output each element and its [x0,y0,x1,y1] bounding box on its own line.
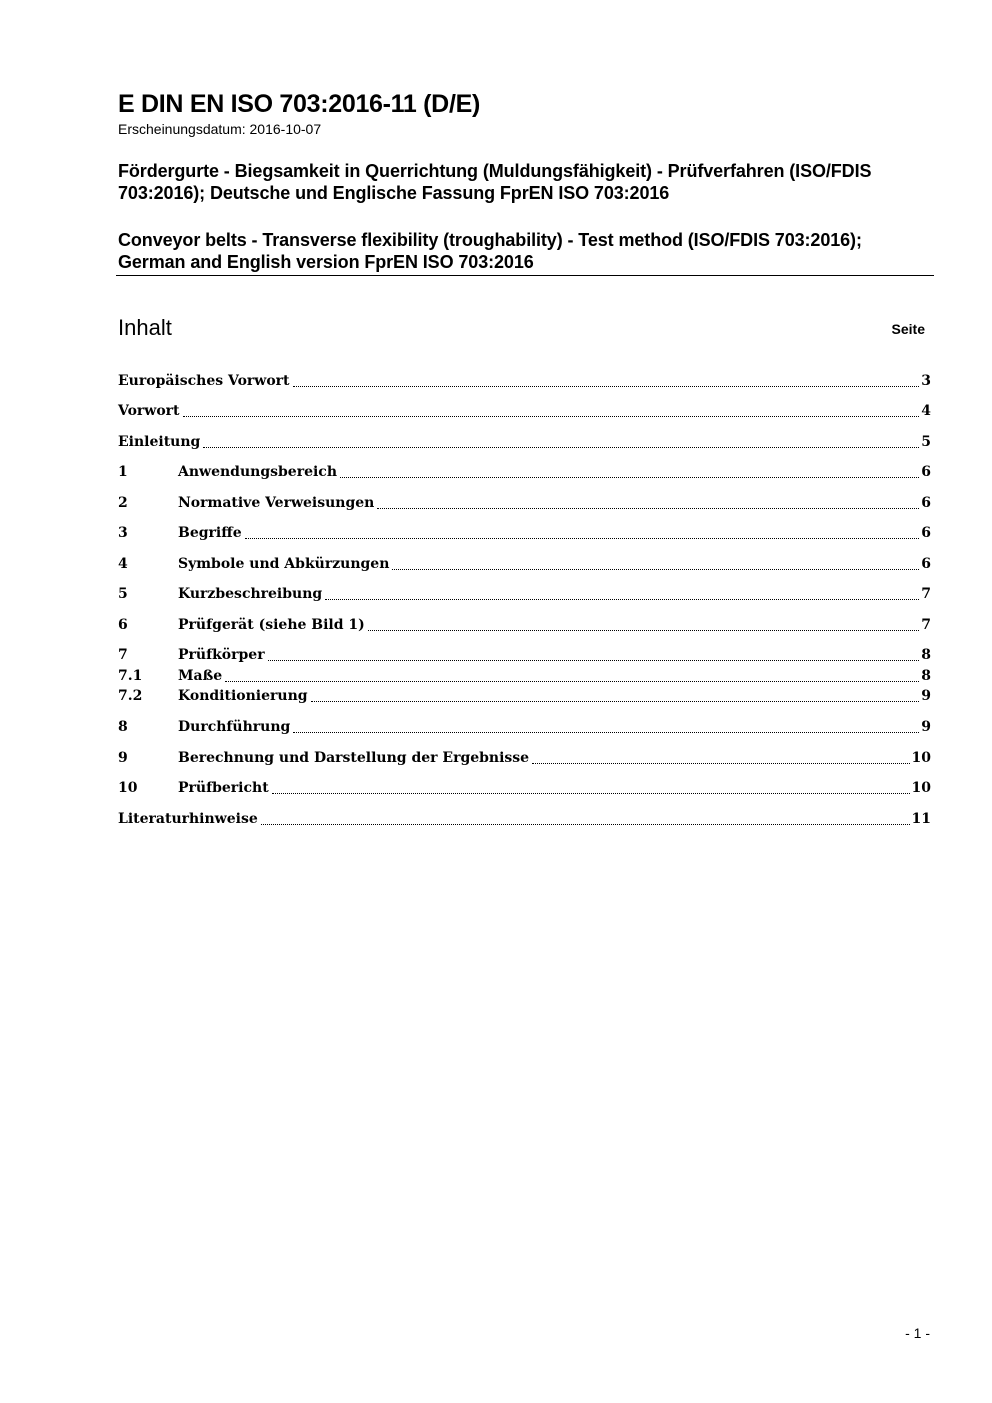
title-german: Fördergurte - Biegsamkeit in Querrichtung (Muldungsfähigkeit) - Prüfverfahren (ISO/FDIS 703:2016); Deutsche und Englische Fassung FprEN ISO 703:2016 [118,161,872,203]
toc-entry-title: Prüfbericht [178,780,269,796]
toc-heading: Inhalt [118,315,172,340]
toc-entry[interactable] [118,432,931,452]
toc-entry[interactable] [118,462,931,482]
toc-entry[interactable] [118,615,931,635]
toc-entry[interactable] [118,748,931,768]
toc-entry-page: 6 [921,556,931,572]
toc-entry-page: 9 [921,719,931,735]
toc-leader-dots [293,731,919,733]
toc-entry-number: 7.1 [118,668,143,684]
toc-leader-dots [368,629,919,631]
toc-entry-number: 4 [118,556,128,572]
toc-entry[interactable] [118,493,931,513]
toc-entry[interactable] [118,523,931,543]
toc-leader-dots [293,385,920,387]
toc-entry-title: Einleitung [118,434,201,450]
toc-leader-dots [203,446,919,448]
toc-entry-page: 3 [921,373,931,389]
toc-entry-title: Maße [178,668,223,684]
toc-entry-page: 5 [921,434,931,450]
toc-entry-number: 2 [118,495,128,511]
toc-entry-page: 6 [921,464,931,480]
toc-leader-dots [377,507,919,509]
toc-entry-page: 10 [911,750,931,766]
toc-entry-title: Prüfkörper [178,647,265,663]
toc-entry-title: Durchführung [178,719,291,735]
toc-page-column-label: Seite [891,321,925,337]
toc-entry-title: Anwendungsbereich [178,464,337,480]
toc-entry-title: Berechnung und Darstellung der Ergebnisse [178,750,530,766]
toc-entry-page: 8 [921,647,931,663]
toc-leader-dots [261,823,910,825]
toc-entry-number: 9 [118,750,128,766]
publication-date: Erscheinungsdatum: 2016-10-07 [118,121,322,137]
toc-entry[interactable] [118,809,931,829]
toc-entry-page: 4 [921,403,931,419]
toc-leader-dots [272,792,910,794]
toc-entry-number: 6 [118,617,128,633]
toc-entry-title: Europäisches Vorwort [118,373,290,389]
toc-leader-dots [392,568,919,570]
toc-entry[interactable] [118,717,931,737]
toc-entry-number: 7 [118,647,128,663]
toc-entry-number: 5 [118,586,128,602]
toc-leader-dots [532,762,909,764]
toc-entry-title: Prüfgerät (siehe Bild 1) [178,617,365,633]
toc-entry[interactable] [118,686,931,706]
toc-leader-dots [340,476,919,478]
toc-entry-page: 7 [921,586,931,602]
toc-entry[interactable] [118,401,931,421]
toc-entry-title: Literaturhinweise [118,811,258,827]
toc-entry-page: 6 [921,495,931,511]
toc-entry-title: Normative Verweisungen [178,495,375,511]
toc-entry-page: 6 [921,525,931,541]
toc-entry[interactable] [118,645,931,665]
toc-leader-dots [183,415,920,417]
toc-leader-dots [268,659,920,661]
toc-entry-title: Konditionierung [178,688,308,704]
toc-entry-page: 11 [911,811,931,827]
toc-leader-dots [311,700,920,702]
toc-entry-page: 9 [921,688,931,704]
toc-entry[interactable] [118,666,931,686]
toc-leader-dots [325,598,919,600]
toc-entry-page: 7 [921,617,931,633]
toc-leader-dots [245,537,920,539]
toc-entry-page: 8 [921,668,931,684]
toc-entry-title: Symbole und Abkürzungen [178,556,390,572]
toc-entry-page: 10 [911,780,931,796]
toc-entry-number: 7.2 [118,688,143,704]
title-english: Conveyor belts - Transverse flexibility (troughability) - Test method (ISO/FDIS 703:2016); German and English version FprEN ISO 703:2016 [118,230,862,272]
toc-entry-number: 8 [118,719,128,735]
toc-entry[interactable] [118,554,931,574]
toc-entry-title: Kurzbeschreibung [178,586,323,602]
toc-entry-title: Vorwort [118,403,180,419]
toc-entry-number: 1 [118,464,128,480]
document-id: E DIN EN ISO 703:2016-11 (D/E) [118,90,480,118]
header-divider [116,275,934,276]
toc-entry-number: 3 [118,525,128,541]
page-number: - 1 - [905,1325,930,1341]
toc-entry[interactable] [118,371,931,391]
toc-entry[interactable] [118,778,931,798]
toc-entry-number: 10 [118,780,138,796]
toc-leader-dots [225,680,919,682]
toc-entry-title: Begriffe [178,525,242,541]
toc-entry[interactable] [118,584,931,604]
